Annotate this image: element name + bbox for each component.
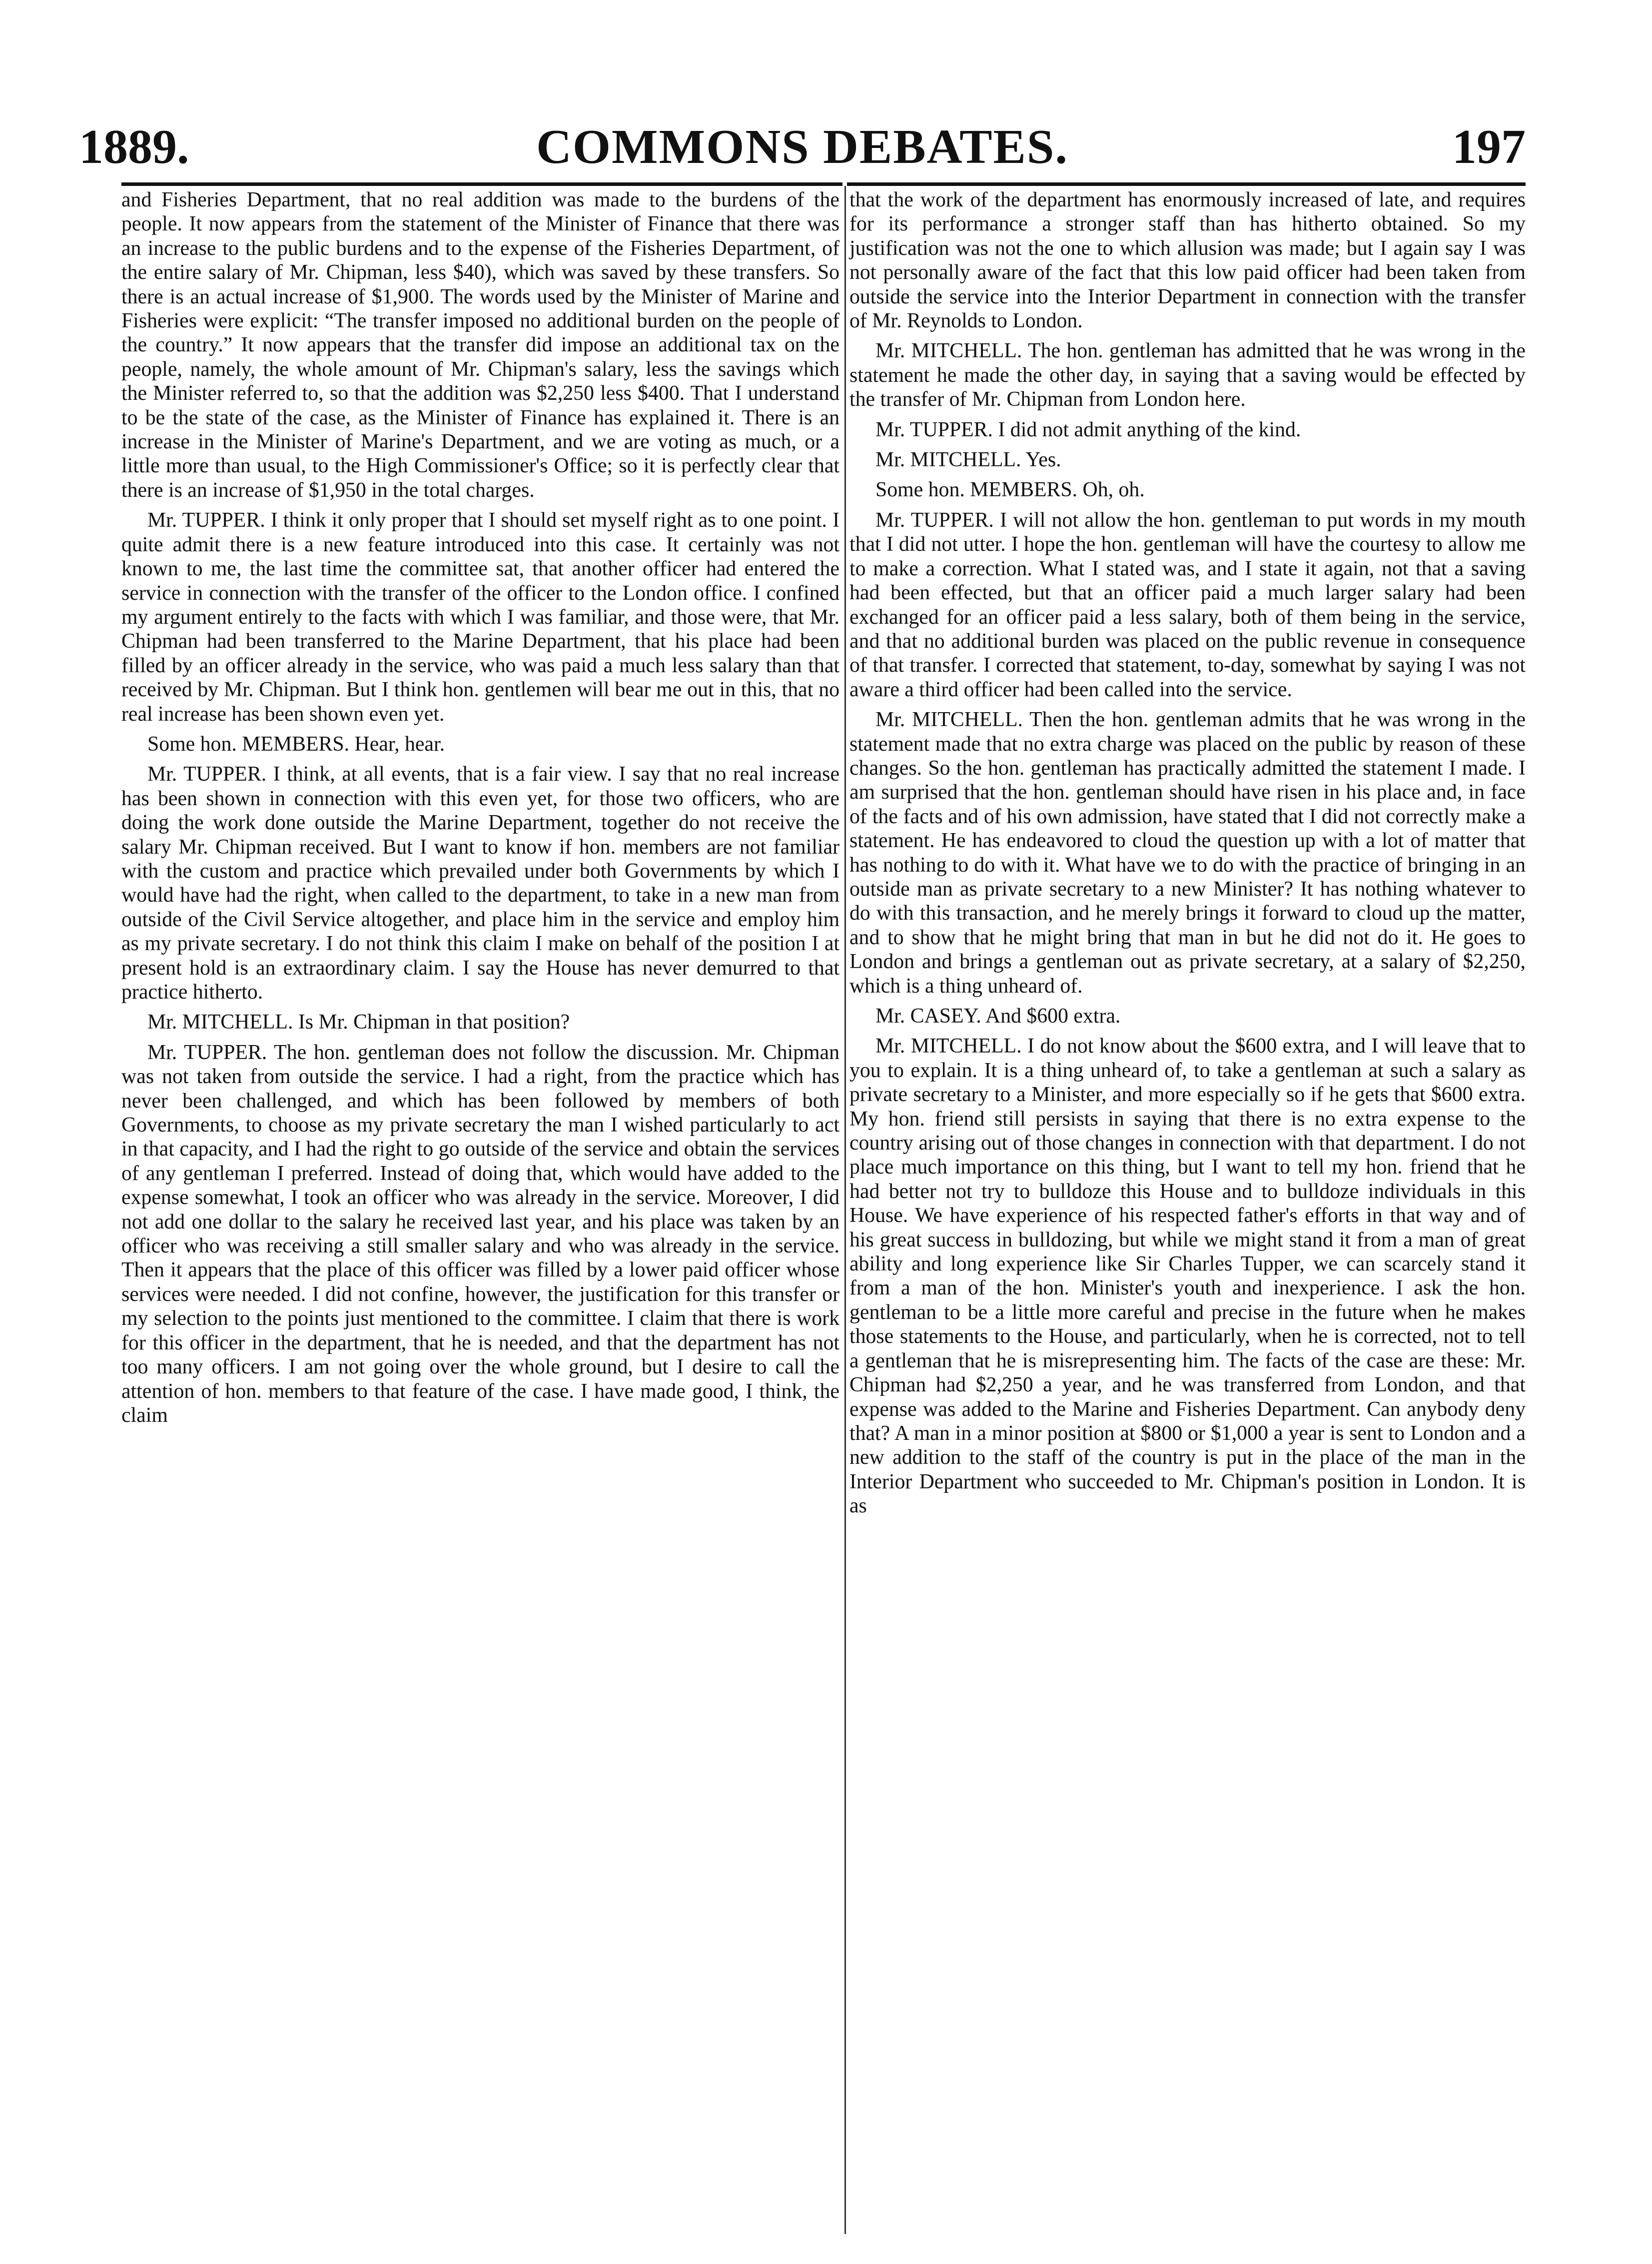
paragraph: Mr. MITCHELL. Then the hon. gentleman admits that he was wrong in the statement made that no extra charge was placed on the public by reason of these changes. So the hon. gentleman has practically admitted the statement I made. I am surprised that the hon. gentleman should have risen in his place and, in face of the facts and of his own admission, have stated that I did not correctly make a statement. He has endeavored to cloud the question up with a lot of matter that has nothing to do with it. What have we to do with the practice of bringing in an outside man as private secretary to a new Minister? It has nothing whatever to do with this transaction, and he merely brings it forward to cloud up the matter, and to show that he might bring that man in but he did not do it. He goes to London and brings a gentleman out as private secretary, at a salary of $2,250, which is a thing unheard of. — [849, 708, 1526, 998]
paragraph: Mr. TUPPER. The hon. gentleman does not follow the discussion. Mr. Chipman was not taken from outside the service. I had a right, from the practice which has never been challenged, and which has been followed by members of both Governments, to choose as my private secretary the man I wished particularly to act in that capacity, and I had the right to go outside of the service and obtain the services of any gentleman I preferred. Instead of doing that, which would have added to the expense somewhat, I took an officer who was already in the service. Moreover, I did not add one dollar to the salary he received last year, and his place was taken by an officer who was receiving a still smaller salary and who was already in the service. Then it appears that the place of this officer was filled by a lower paid officer whose services were needed. I did not confine, however, the justification for this transfer or my selection to the points just mentioned to the committee. I claim that there is work for this officer in the department, that he is needed, and that the department has not too many officers. I am not going over the whole ground, but I desire to call the attention of hon. members to that feature of the case. I have made good, I think, the claim — [121, 1041, 839, 1427]
paragraph: Mr. MITCHELL. Yes. — [875, 448, 1061, 472]
paragraph: Mr. MITCHELL. Is Mr. Chipman in that position? — [147, 1011, 570, 1034]
right-column — [849, 188, 1526, 1518]
paragraph: Mr. TUPPER. I did not admit anything of the kind. — [875, 418, 1301, 441]
paragraph: Some hon. MEMBERS. Hear, hear. — [147, 732, 445, 756]
header-year: 1889. — [79, 120, 189, 174]
paragraph: Mr. MITCHELL. I do not know about the $600 extra, and I will leave that to you to explain. It is a thing unheard of, to take a gentleman at such a salary as private secretary to a Minister, and more especially so if he gets that $600 extra. My hon. friend still persists in saying that there is no extra expense to the country arising out of those changes in connection with that department. I do not place much importance on this thing, but I want to tell my hon. friend that he had better not try to bulldoze this House and to bulldoze individuals in this House. We have experience of his respected father's efforts in that way and of his great success in bulldozing, but while we might stand it from a man of great ability and long experience like Sir Charles Tupper, we can scarcely stand it from a man of the hon. Minister's youth and inexperience. I ask the hon. gentleman to be a little more careful and precise in the future when he makes those statements to the House, and particularly, when he is corrected, not to tell a gentleman that he is misrepresenting him. The facts of the case are these: Mr. Chipman had $2,250 a year, and he was transferred from London, and that expense was added to the Marine and Fisheries Department. Can anybody deny that? A man in a minor position at $800 or $1,000 a year is sent to London and a new addition to the staff of the country is put in the place of the man in the Interior Department who succeeded to Mr. Chipman's position in London. It is as — [849, 1035, 1526, 1518]
paragraph: Mr. MITCHELL. The hon. gentleman has admitted that he was wrong in the statement he made the other day, in saying that a saving would be effected by the transfer of Mr. Chipman from London here. — [849, 339, 1526, 411]
header-rule-right — [847, 182, 1526, 186]
paragraph: Mr. TUPPER. I will not allow the hon. gentleman to put words in my mouth that I did not utter. I hope the hon. gentleman will have the courtesy to allow me to make a correction. What I stated was, and I state it again, not that a saving had been effected, but that an officer paid a much larger salary had been exchanged for an officer paid a less salary, both of them being in the service, and that no additional burden was placed on the public revenue in consequence of that transfer. I corrected that statement, to-day, somewhat by saying I was not aware a third officer had been called into the service. — [849, 508, 1526, 701]
header-rule-left — [121, 182, 842, 186]
paragraph: Mr. CASEY. And $600 extra. — [875, 1005, 1121, 1028]
page-header — [79, 119, 1526, 179]
paragraph: Mr. TUPPER. I think, at all events, that is a fair view. I say that no real increase has been shown in connection with this even yet, for those two officers, who are doing the work done outside the Marine Department, together do not receive the salary Mr. Chipman received. But I want to know if hon. members are not familiar with the custom and practice which prevailed under both Governments by which I would have had the right, when called to the department, to take in a new man from outside of the Civil Service altogether, and place him in the service and employ him as my private secretary. I do not think this claim I make on behalf of the position I at present hold is an extraordinary claim. I say the House has never demurred to that practice hitherto. — [121, 763, 839, 1004]
paragraph: Mr. TUPPER. I think it only proper that I should set myself right as to one point. I quite admit there is a new feature introduced into this case. It certainly was not known to me, the last time the committee sat, that another officer had entered the service in connection with the transfer of the officer to the London office. I confined my argument entirely to the facts with which I was familiar, and those were, that Mr. Chipman had been transferred to the Marine Department, that his place had been filled by an officer already in the service, who was paid a much less salary than that received by Mr. Chipman. But I think hon. gentlemen will bear me out in this, that no real increase has been shown even yet. — [121, 509, 839, 726]
column-divider — [844, 186, 846, 2234]
header-page-number: 197 — [1452, 120, 1526, 174]
paragraph: and Fisheries Department, that no real addition was made to the burdens of the people. It now appears from the statement of the Minister of Finance that there was an increase to the public burdens and to the expense of the Fisheries Department, of the entire salary of Mr. Chipman, less $40), which was saved by these transfers. So there is an actual increase of $1,900. The words used by the Minister of Marine and Fisheries were explicit: “The transfer imposed no additional burden on the people of the country.” It now appears that the transfer did impose an additional tax on the people, namely, the whole amount of Mr. Chipman's salary, less the savings which the Minister referred to, so that the addition was $2,250 less $400. That I understand to be the state of the case, as the Minister of Finance has explained it. There is an increase in the Minister of Marine's Department, and we are voting as much, or a little more than usual, to the High Commissioner's Office; so it is perfectly clear that there is an increase of $1,950 in the total charges. — [121, 188, 839, 502]
paragraph: that the work of the department has enormously increased of late, and requires for its performance a stronger staff than has hitherto obtained. So my justification was not the one to which allusion was made; but I again say I was not personally aware of the fact that this low paid officer had been taken from outside the service into the Interior Department in connection with the transfer of Mr. Reynolds to London. — [849, 188, 1526, 333]
paragraph: Some hon. MEMBERS. Oh, oh. — [875, 478, 1145, 502]
left-column — [121, 188, 839, 1427]
header-title: COMMONS DEBATES. — [536, 120, 1068, 174]
